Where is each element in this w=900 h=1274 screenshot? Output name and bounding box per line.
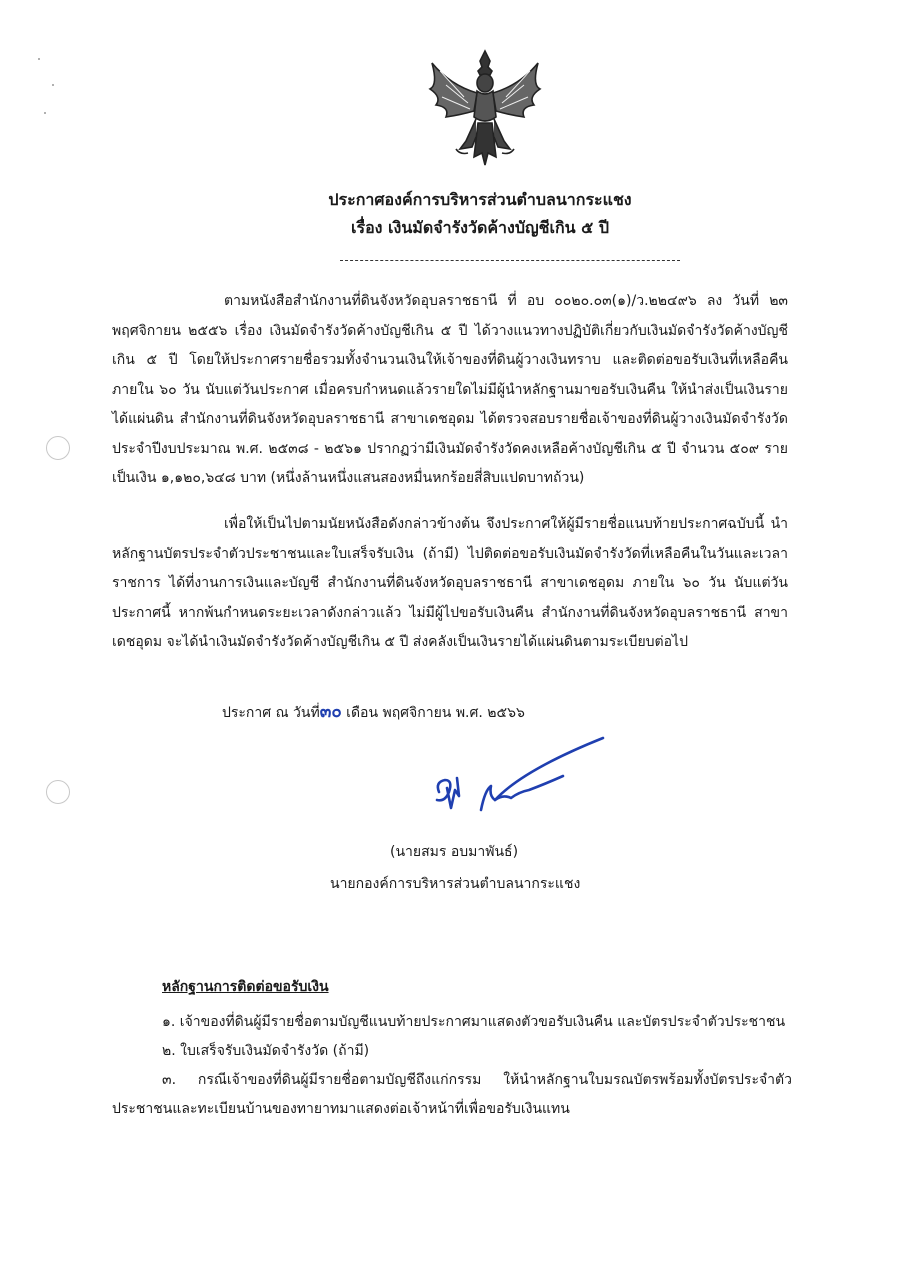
announcement-date [222,699,525,726]
announcement-day-handwritten: ๓๐ [319,702,342,722]
body-paragraph-1: ตามหนังสือสำนักงานที่ดินจังหวัดอุบลราชธานี ที่ อบ ๐๐๒๐.๐๓(๑)/ว.๒๒๔๙๖ ลง วันที่ ๒๓ พฤศจิกายน ๒๕๕๖ เรื่อง เงินมัดจำรังวัดค้างบัญชีเกิน ๕ ปี ได้วางแนวทางปฏิบัติเกี่ยวกับเงินมัดจำรังวัดค้างบัญชีเกิน ๕ ปี โดยให้ประกาศรายชื่อรวมทั้งจำนวนเงินให้เจ้าของที่ดินผู้วางเงินทราบ และติดต่อขอรับเงินที่เหลือคืนภายใน ๖๐ วัน นับแต่วันประกาศ เมื่อครบกำหนดแล้วรายใดไม่มีผู้นำหลักฐานมาขอรับเงินคืน ให้นำส่งเป็นเงินรายได้แผ่นดิน สำนักงานที่ดินจังหวัดอุบลราชธานี สาขาเดชอุดม ได้ตรวจสอบรายชื่อเจ้าของที่ดินผู้วางเงินมัดจำรังวัดประจำปีงบประมาณ พ.ศ. ๒๕๓๘ - ๒๕๖๑ ปรากฏว่ามีเงินมัดจำรังวัดคงเหลือค้างบัญชีเกิน ๕ ปี จำนวน ๕๐๙ ราย เป็นเงิน ๑,๑๒๐,๖๔๘ บาท (หนึ่งล้านหนึ่งแสนสองหมื่นหกร้อยสี่สิบแปดบาทถ้วน) [112,293,788,486]
announcement-title-block [240,186,720,242]
list-item: ๒. ใบเสร็จรับเงินมัดจำรังวัด (ถ้ามี) [162,1043,370,1059]
evidence-list [112,1008,792,1124]
list-item: ๓. กรณีเจ้าของที่ดินผู้มีรายชื่อตามบัญชีถึงแก่กรรม ให้นำหลักฐานใบมรณบัตรพร้อมทั้งบัตรประจำตัวประชาชนและทะเบียนบ้านของทายาทมาแสดงต่อเจ้าหน้าที่เพื่อขอรับเงินแทน [112,1072,792,1117]
scan-speck [38,58,40,60]
scan-speck [44,112,46,114]
punch-hole [46,436,70,460]
evidence-heading: หลักฐานการติดต่อขอรับเงิน [162,979,329,995]
signer-position: นายกองค์การบริหารส่วนตำบลนากระแชง [330,876,581,892]
list-item: ๑. เจ้าของที่ดินผู้มีรายชื่อตามบัญชีแนบท้ายประกาศมาแสดงตัวขอรับเงินคืน และบัตรประจำตัวประชาชน [162,1014,786,1030]
announcement-date-prefix: ประกาศ ณ วันที่ [222,705,320,721]
garuda-emblem-icon [420,45,550,175]
punch-hole [46,780,70,804]
page-subject: เรื่อง เงินมัดจำรังวัดค้างบัญชีเกิน ๕ ปี [351,218,609,237]
body-paragraph-2: เพื่อให้เป็นไปตามนัยหนังสือดังกล่าวข้างต้น จึงประกาศให้ผู้มีรายชื่อแนบท้ายประกาศฉบับนี้ นำหลักฐานบัตรประจำตัวประชาชนและใบเสร็จรับเงิน (ถ้ามี) ไปติดต่อขอรับเงินมัดจำรังวัดที่เหลือคืนในวันและเวลาราชการ ได้ที่งานการเงินและบัญชี สำนักงานที่ดินจังหวัดอุบลราชธานี สาขาเดชอุดม ภายใน ๖๐ วัน นับแต่วันประกาศนี้ หากพ้นกำหนดระยะเวลาดังกล่าวแล้ว ไม่มีผู้ไปขอรับเงินคืน สำนักงานที่ดินจังหวัดอุบลราชธานี สาขาเดชอุดม จะได้นำเงินมัดจำรังวัดค้างบัญชีเกิน ๕ ปี ส่งคลังเป็นเงินรายได้แผ่นดินตามระเบียบต่อไป [112,516,788,650]
announcement-date-suffix: เดือน พฤศจิกายน พ.ศ. ๒๕๖๖ [346,705,525,721]
title-divider [340,260,680,261]
handwritten-signature-icon [425,730,610,830]
signer-name: (นายสมร อบมาพันธ์) [390,844,519,860]
page-title: ประกาศองค์การบริหารส่วนตำบลนากระแชง [328,190,632,209]
scan-speck [52,84,54,86]
